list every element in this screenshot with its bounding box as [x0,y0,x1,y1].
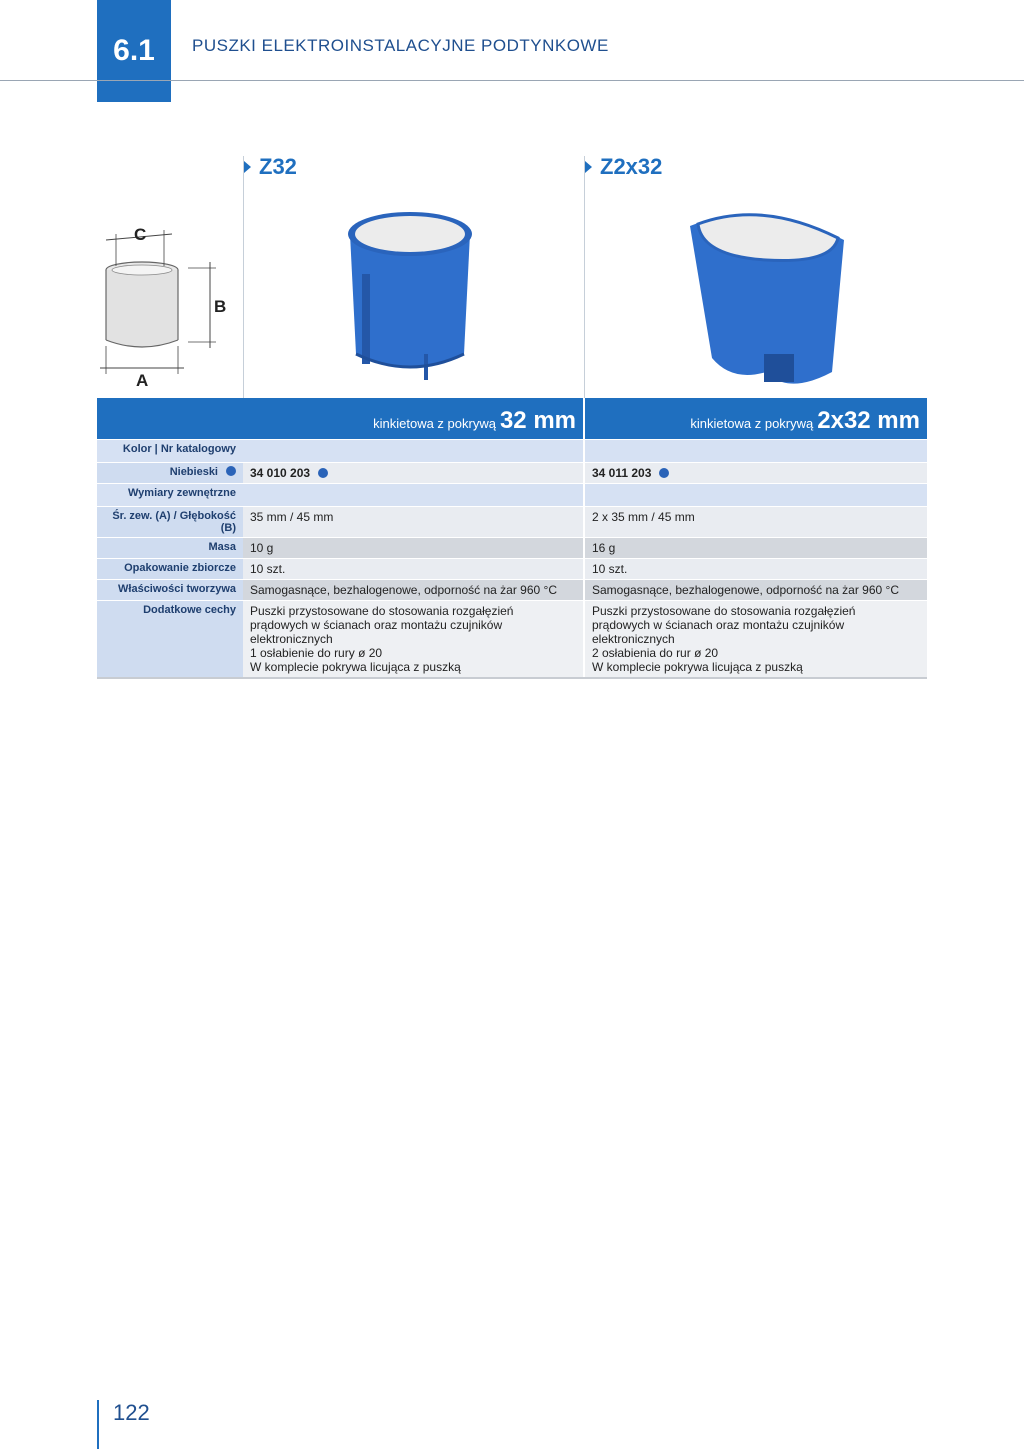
row-label: Właściwości tworzywa [97,580,243,601]
table-row [97,463,927,484]
arrow-icon [244,161,251,173]
table-row [97,559,927,580]
page-number-bar [97,1400,99,1449]
arrow-icon [585,161,592,173]
color-dot-icon [659,468,669,478]
feature-line: Puszki przystosowane do stosowania rozgałęzień [592,604,856,618]
row-value [243,601,584,679]
table-header-z32 [243,398,584,440]
product-name-text: Z32 [259,154,297,179]
page-number: 122 [113,1400,150,1425]
table-row [97,484,927,507]
dimension-label-c: C [134,225,147,244]
column-divider-left [243,156,244,400]
head-size: 32 mm [499,407,576,434]
row-label-text: Niebieski [169,466,218,478]
row-value: 16 g [584,538,927,559]
feature-line: 2 osłabienia do rur ø 20 [592,646,719,660]
table-row [97,538,927,559]
table-row [97,440,927,463]
head-size: 2x32 mm [817,407,920,434]
row-label [97,463,243,484]
product-image-z32 [340,204,480,388]
row-label: Wymiary zewnętrzne [97,484,243,507]
feature-line: W komplecie pokrywa licująca z puszką [592,660,803,674]
table-row [97,601,927,679]
row-label: Masa [97,538,243,559]
header-rule [0,80,1024,81]
dimension-drawing [96,220,226,390]
feature-line: W komplecie pokrywa licująca z puszką [250,660,461,674]
feature-line: prądowych w ścianach oraz montażu czujników [592,618,845,632]
product-name-z32 [244,154,297,180]
chapter-title: PUSZKI ELEKTROINSTALACYJNE PODTYNKOWE [192,36,609,55]
feature-line: prądowych w ścianach oraz montażu czujników [250,618,503,632]
spec-table [97,398,927,679]
head-prefix: kinkietowa z pokrywą [373,416,496,431]
color-dot-icon [226,466,236,476]
feature-line: Puszki przystosowane do stosowania rozgałęzień [250,604,514,618]
row-value [243,463,584,484]
row-value [584,463,927,484]
row-value: 10 szt. [243,559,584,580]
column-divider-middle [584,156,585,400]
catalog-number: 34 011 203 [592,466,652,480]
row-label: Dodatkowe cechy [97,601,243,679]
product-image-z2x32 [682,204,852,388]
table-header-z2x32 [584,398,927,440]
chapter-number: 6.1 [97,0,171,102]
table-header-row [97,398,927,440]
feature-line: elektronicznych [250,632,333,646]
row-label: Śr. zew. (A) / Głębokość (B) [97,507,243,538]
row-label: Kolor | Nr katalogowy [97,440,243,463]
row-value: 35 mm / 45 mm [243,507,584,538]
table-row [97,507,927,538]
row-value [584,601,927,679]
head-prefix: kinkietowa z pokrywą [690,416,814,431]
feature-line: 1 osłabienie do rury ø 20 [250,646,383,660]
catalog-number: 34 010 203 [250,466,311,480]
dimension-label-b: B [214,297,226,316]
row-value: Samogasnące, bezhalogenowe, odporność na żar 960 °C [243,580,584,601]
product-name-text: Z2x32 [600,154,663,179]
row-label: Opakowanie zbiorcze [97,559,243,580]
row-value: Samogasnące, bezhalogenowe, odporność na żar 960 °C [584,580,927,601]
product-name-z2x32 [585,154,662,180]
feature-line: elektronicznych [592,632,675,646]
dimension-label-a: A [136,371,149,390]
row-value: 10 szt. [584,559,927,580]
table-row [97,580,927,601]
table-header-empty [97,398,243,440]
row-value: 2 x 35 mm / 45 mm [584,507,927,538]
row-value: 10 g [243,538,584,559]
color-dot-icon [318,468,328,478]
